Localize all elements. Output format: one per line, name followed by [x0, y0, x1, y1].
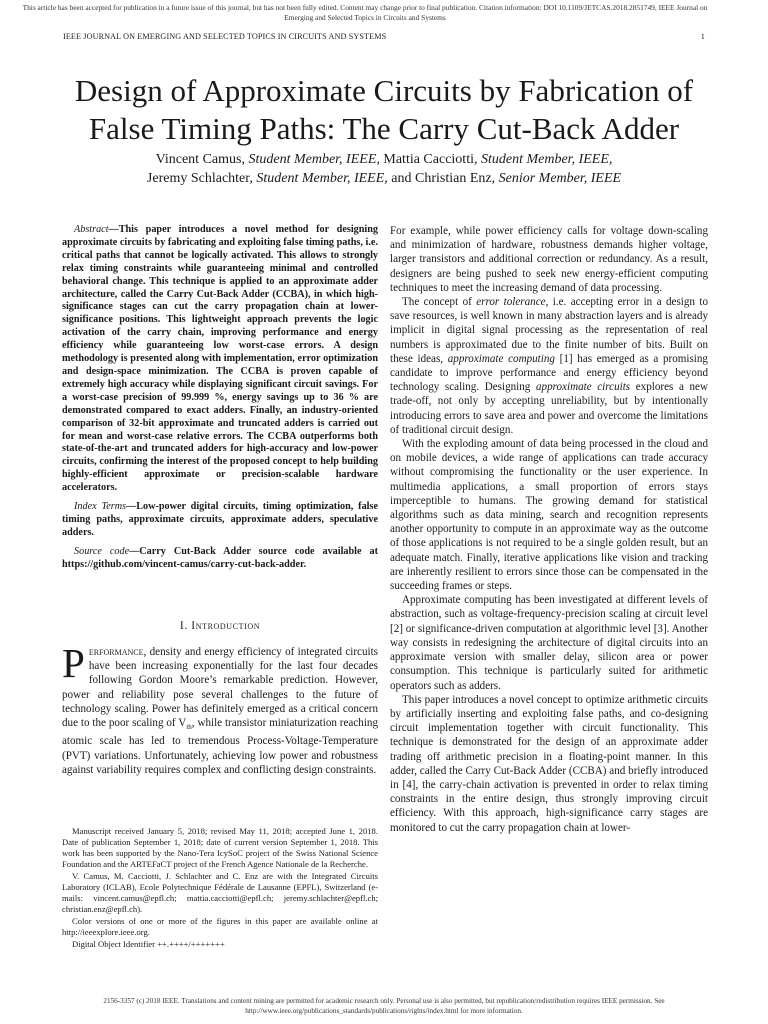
- abstract-text: —This paper introduces a novel method for designing approximate circuits by fabricating and exploiting false timing paths, i.e. critical paths that cannot be logically activated. This allows to strongly relax timing constraints while guaranteeing minimal and controlled behavioral change. This technique is applied to an approximate adder architecture, called the Carry Cut-Back Adder (CCBA), in which high-significance stages can cut the carry propagation chain at lower-significance positions. This lightweight approach prevents the logic activation of the carry chain, improving performance and energy efficiency while guaranteeing low worst-case errors. A design methodology is presented along with implementation, error optimization and design-space minimization. The CCBA is proven capable of extremely high accuracy while displaying significant circuit savings. For a worst-case precision of 99.999 %, energy savings up to 36 % are demonstrated compared to exact adders. Finally, an industry-oriented comparison of 32-bit approximate and truncated adders is carried out for mean and worst-case relative errors. The CCBA outperforms both state-of-the-art and truncated adders for high-accuracy and low-power circuits, confirming the interest of the proposed concept to help building highly-efficient approximate or precision-scalable hardware accelerators.: [62, 224, 378, 494]
- p2-text-c: [1] has emerged as a promising candidate to improve performance and energy efficiency beyond technology scaling. Designing: [390, 352, 708, 394]
- p2-emphasis-3: approximate circuits: [535, 381, 631, 394]
- intro-text-2: , while transistor miniaturization reaching atomic scale has led to tremendous Process-Voltage-Temperature (PVT) variations. Unfortunately, achieving low power and robustness against variability requires complex and conflicting design constraints.: [62, 717, 378, 776]
- author-1: Vincent Camus,: [155, 152, 245, 167]
- section-title: Introduction: [191, 620, 261, 632]
- abstract-block: [62, 224, 378, 572]
- author-2-role: Student Member, IEEE,: [480, 152, 613, 167]
- abstract-paragraph: [62, 224, 378, 495]
- title-line-2: False Timing Paths: The Carry Cut-Back Adder: [88, 111, 680, 146]
- author-2: Mattia Cacciotti,: [383, 152, 478, 167]
- introduction-text: [62, 640, 378, 777]
- footnote-manuscript: Manuscript received January 5, 2018; revised May 11, 2018; accepted June 1, 2018. Date of publication September 1, 2018; date of current version September 1, 2018. This work has been supported by the Nano-Tera IcySoC project of the Swiss National Science Foundation and the ARTEFaCT project of the French Agence Nationale de la Recherche.: [62, 826, 378, 869]
- index-terms-text: —Low-power digital circuits, timing optimization, false timing paths, approximate circuits, approximate adders, speculative adders.: [62, 501, 378, 538]
- author-4-role: Senior Member, IEEE: [498, 171, 622, 186]
- author-3-role: Student Member, IEEE,: [256, 171, 388, 186]
- footnote-affiliations: V. Camus, M. Cacciotti, J. Schlachter and C. Enz are with the Integrated Circuits Laboratory (ICLAB), Ecole Polytechnique Fédérale de Lausanne (EPFL), Switzerland (e-mails: vincent.camus@epfl.ch; mattia.cacciotti@epfl.ch; jeremy.schlachter@epfl.ch; christian.enz@epfl.ch).: [62, 871, 378, 914]
- author-4: and Christian Enz,: [391, 171, 496, 186]
- paper-title: [40, 72, 728, 148]
- intro-text-1: , density and energy efficiency of integrated circuits have been increasing exponentially for the last four decades following Gordon Moore’s remarkable prediction. However, power and reliability pose several challenges to the future of technology scaling. Power has definitely emerged as a critical concern due to the poor scaling of V: [62, 646, 378, 730]
- p2-text-a: The concept of: [402, 296, 477, 309]
- footnotes: [62, 826, 378, 951]
- p2-text-b: , i.e. accepting error in a design to save resources, is well known in many abstraction layers and is already implicit in digital signal processing as the representation of real numbers is approximated due to the finite number of bits. Built on these ideas,: [390, 296, 708, 365]
- page-number: 1: [700, 32, 705, 41]
- abstract-label: Abstract: [74, 224, 109, 235]
- right-column: [390, 224, 708, 835]
- source-code-label: Source code: [74, 545, 130, 557]
- p2-emphasis-1: error tolerance: [476, 296, 546, 309]
- source-code-text: —Carry Cut-Back Adder source code available at https://github.com/vincent-camus/carry-cut-back-adder.: [62, 545, 378, 570]
- footnote-color: Color versions of one or more of the figures in this paper are available online at http://ieeexplore.ieee.org.: [62, 916, 378, 937]
- p2-text-d: explores a new trade-off, not only by accepting unreliability, but by intentionally introducing errors to save area and power and overcome the limitations of traditional circuit design.: [390, 381, 708, 436]
- index-terms-label: Index Terms: [74, 501, 127, 513]
- right-paragraph-5: This paper introduces a novel concept to optimize arithmetic circuits by artificially inserting and exploiting false paths, and co-designing circuit implementation together with circuit functionality. This technique is demonstrated for the design of an approximate adder trading off arithmetic precision in a floating-point manner. In this adder, called the Carry Cut-Back Adder (CCBA) and briefly introduced in [4], the carry-chain activation is prevented in order to relax timing constraints in the entire design, thus strongly improving circuit efficiency. With this approach, high-significance carry stages are monitored to cut the carry propagation chain at lower-: [390, 693, 708, 834]
- vth-subscript: th: [186, 723, 192, 732]
- right-paragraph-1: For example, while power efficiency calls for voltage down-scaling and minimization of hardware, robustness demands higher voltage, larger transistors and additional correction or redundancy. As a result, designers are being pushed to seek new energy-efficient computing techniques to meet the increasing demand of data processing.: [390, 225, 708, 294]
- intro-smallcaps: erformance: [88, 646, 144, 658]
- right-paragraph-2: [390, 295, 708, 437]
- source-code-note: [62, 546, 378, 572]
- running-head: [63, 32, 705, 41]
- copyright-footer: 2156-3357 (c) 2018 IEEE. Translations and content mining are permitted for academic research only. Personal use is also permitted, but republication/redistribution requires IEEE permission. See http://www.ieee.org/publications_standards/publications/rights/index.html for more information.: [103, 997, 665, 1015]
- index-terms: [62, 501, 378, 540]
- footnote-doi: Digital Object Identifier ++.++++/+++++++: [72, 939, 225, 949]
- section-heading: [62, 620, 378, 632]
- p2-emphasis-2: approximate computing: [447, 352, 555, 365]
- intro-paragraph: [62, 640, 378, 777]
- publication-notice: This article has been accepted for publication in a future issue of this journal, but has not been fully edited. Content may change prior to final publication. Citation information: DOI 10.1109/JETCAS.2018.2851749, IEEE Journal on Emerging and Selected Topics in Circuits and Systems: [22, 3, 708, 22]
- author-list: [40, 150, 728, 188]
- author-3: Jeremy Schlachter,: [146, 171, 253, 186]
- title-line-1: Design of Approximate Circuits by Fabrication of: [74, 73, 694, 108]
- right-paragraph-3: With the exploding amount of data being processed in the cloud and on mobile devices, a wide range of applications can trade accuracy without compromising the functionality or the user experience. In multimedia applications, a small proportion of errors stays imperceptible to humans. The growing demand for statistical algorithms such as data mining, search and recognition represents another opportunity to compute in an approximate way as the outcome of those applications is not required to be a single golden result, but an adequate match. Finally, iterative applications like vision and tracking are inherently resilient to errors since those can be compensated in the succeeding frames or steps.: [390, 438, 708, 593]
- drop-cap: P: [62, 640, 85, 686]
- right-paragraph-4: Approximate computing has been investigated at different levels of abstraction, such as voltage-frequency-precision scaling at circuit level [2] or significance-driven computation at algorithmic level [3]. Another way consists in redesigning the architecture of digital circuits into an approximate version with smaller delay, silicon area or power consumption. This technique is particularly suited for arithmetic operators such as adders.: [390, 594, 708, 692]
- journal-name: IEEE JOURNAL ON EMERGING AND SELECTED TOPICS IN CIRCUITS AND SYSTEMS: [63, 32, 387, 41]
- section-number: I.: [179, 620, 188, 632]
- author-1-role: Student Member, IEEE,: [248, 152, 380, 167]
